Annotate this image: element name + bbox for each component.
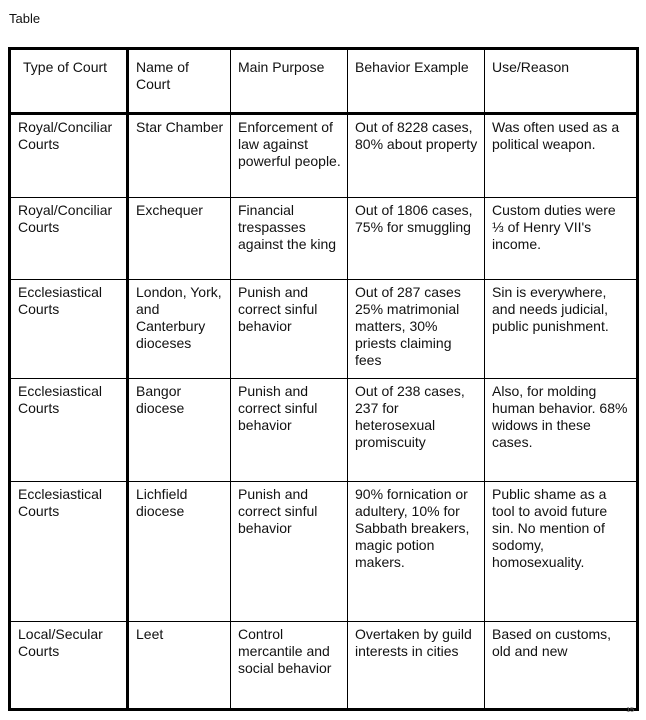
cell-name: Star Chamber — [128, 114, 231, 198]
cell-purpose: Control mercantile and social behavior — [231, 622, 348, 710]
cell-name: Lichfield diocese — [128, 482, 231, 622]
cell-example: Out of 238 cases, 237 for heterosexual promiscuity — [348, 379, 485, 482]
header-use-reason: Use/Reason — [485, 49, 638, 114]
cell-example: Overtaken by guild interests in cities — [348, 622, 485, 710]
cell-purpose: Punish and correct sinful behavior — [231, 379, 348, 482]
cell-type: Royal/Conciliar Courts — [10, 198, 128, 280]
header-row — [10, 49, 638, 114]
cell-type: Royal/Conciliar Courts — [10, 114, 128, 198]
cell-reason: Sin is everywhere, and needs judicial, public punishment. — [485, 280, 638, 379]
table-row — [10, 622, 638, 710]
header-behavior-example: Behavior Example — [348, 49, 485, 114]
table-row — [10, 198, 638, 280]
cell-reason: Also, for molding human behavior. 68% widows in these cases. — [485, 379, 638, 482]
cell-reason: Was often used as a political weapon. — [485, 114, 638, 198]
cell-purpose: Financial trespasses against the king — [231, 198, 348, 280]
header-main-purpose: Main Purpose — [231, 49, 348, 114]
cell-purpose: Enforcement of law against powerful people. — [231, 114, 348, 198]
header-name-of-court: Name of Court — [128, 49, 231, 114]
page-number: 15 — [626, 707, 634, 714]
cell-reason: Based on customs, old and new — [485, 622, 638, 710]
cell-type: Ecclesiastical Courts — [10, 280, 128, 379]
cell-example: Out of 1806 cases, 75% for smuggling — [348, 198, 485, 280]
cell-name: London, York, and Canterbury dioceses — [128, 280, 231, 379]
cell-type: Ecclesiastical Courts — [10, 379, 128, 482]
table-row — [10, 482, 638, 622]
table-row — [10, 379, 638, 482]
table-caption: Table — [9, 11, 41, 26]
courts-table — [8, 47, 639, 711]
cell-example: 90% fornication or adultery, 10% for Sabbath breakers, magic potion makers. — [348, 482, 485, 622]
cell-type: Local/Secular Courts — [10, 622, 128, 710]
table-row — [10, 114, 638, 198]
cell-example: Out of 8228 cases, 80% about property — [348, 114, 485, 198]
cell-name: Exchequer — [128, 198, 231, 280]
cell-reason: Public shame as a tool to avoid future sin. No mention of sodomy, homosexuality. — [485, 482, 638, 622]
cell-purpose: Punish and correct sinful behavior — [231, 280, 348, 379]
table-row — [10, 280, 638, 379]
cell-name: Leet — [128, 622, 231, 710]
cell-reason: Custom duties were ⅓ of Henry VII's income. — [485, 198, 638, 280]
cell-example: Out of 287 cases 25% matrimonial matters, 30% priests claiming fees — [348, 280, 485, 379]
cell-type: Ecclesiastical Courts — [10, 482, 128, 622]
header-type-of-court: Type of Court — [10, 49, 128, 114]
cell-name: Bangor diocese — [128, 379, 231, 482]
cell-purpose: Punish and correct sinful behavior — [231, 482, 348, 622]
